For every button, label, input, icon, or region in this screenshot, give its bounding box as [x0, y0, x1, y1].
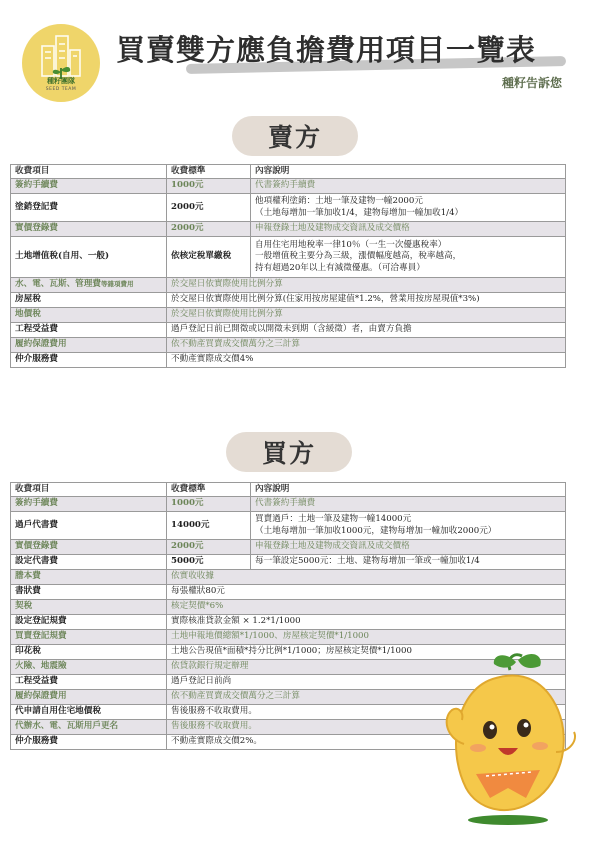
- fee-description: [167, 278, 566, 293]
- fee-item: [11, 497, 167, 512]
- fee-standard: 2000元: [167, 222, 251, 237]
- table-row: [11, 570, 566, 585]
- table-row: [11, 630, 566, 645]
- fee-description: [251, 540, 566, 555]
- fee-item-label: 仲介服務費: [15, 736, 58, 747]
- fee-item: [11, 278, 167, 293]
- fee-item-label: 設定代書費: [15, 556, 58, 567]
- seller-section-heading: 賣方: [232, 116, 358, 156]
- fee-item-label: 工程受益費: [15, 324, 58, 335]
- header-description: 內容說明: [251, 165, 566, 179]
- fee-item: [11, 338, 167, 353]
- fee-description-line: 每張權狀80元: [171, 586, 225, 597]
- fee-item: [11, 735, 167, 750]
- fee-item: [11, 600, 167, 615]
- fee-item-label: 印花稅: [15, 646, 41, 657]
- table-header-row: [11, 483, 566, 497]
- fee-description-line: 代書簽約手續費: [255, 180, 316, 191]
- fee-standard: 14000元: [167, 512, 251, 540]
- fee-item: [11, 540, 167, 555]
- page-subtitle: 種籽告訴您: [501, 76, 562, 90]
- fee-item: [11, 323, 167, 338]
- fee-standard: 5000元: [167, 555, 251, 570]
- buyer-section-heading: 買方: [226, 432, 352, 472]
- header-item: 收費項目: [11, 165, 167, 179]
- fee-description: [167, 353, 566, 368]
- fee-description: [167, 600, 566, 615]
- fee-item: [11, 585, 167, 600]
- table-row: [11, 585, 566, 600]
- fee-description-line: （土地每增加一筆加收1000元，建物每增加一幢加收2000元）: [255, 525, 497, 536]
- fee-item: [11, 645, 167, 660]
- fee-description: [167, 323, 566, 338]
- header-standard: 收費標準: [167, 483, 251, 497]
- fee-item-label: 代辦水、電、瓦斯用戶更名: [15, 721, 119, 732]
- fee-description-line: 不動產實際成交價2%。: [171, 736, 262, 747]
- fee-description-line: 申報登錄土地及建物成交資訊及成交價格: [255, 223, 410, 234]
- fee-description-line: 不動產實際成交價4%: [171, 354, 254, 365]
- seller-fee-table: [10, 164, 566, 368]
- fee-description-line: 一般增值稅主要分為三級，漲價幅度越高，稅率越高，: [255, 251, 462, 262]
- fee-item: [11, 222, 167, 237]
- fee-description-line: 依實收收據: [171, 571, 214, 582]
- fee-description-line: 過戶登記日前尚: [171, 676, 232, 687]
- fee-description-line: 依不動產買賣成交價萬分之三計算: [171, 691, 300, 702]
- fee-item: [11, 353, 167, 368]
- fee-item: [11, 237, 167, 278]
- fee-item: [11, 630, 167, 645]
- page-title: 買賣雙方應負擔費用項目一覽表: [116, 33, 537, 67]
- table-row: [11, 293, 566, 308]
- fee-item-label: 書狀費: [15, 586, 41, 597]
- header-description: 內容說明: [251, 483, 566, 497]
- seed-team-logo: [22, 24, 100, 102]
- fee-description-line: 他項權利塗銷：土地一筆及建物一幢2000元: [255, 196, 423, 207]
- fee-description-line: 依不動產買賣成交價萬分之三計算: [171, 339, 300, 350]
- fee-item-label: 火險、地震險: [15, 661, 67, 672]
- table-row: [11, 338, 566, 353]
- fee-item: [11, 660, 167, 675]
- table-row: [11, 497, 566, 512]
- fee-description-line: （土地每增加一筆加收1/4，建物每增加一幢加收1/4）: [255, 207, 464, 218]
- fee-item-label: 簽約手續費: [15, 498, 58, 509]
- fee-description-line: 售後服務不收取費用。: [171, 706, 257, 717]
- fee-item: [11, 293, 167, 308]
- fee-description-line: 核定契價*6%: [171, 601, 224, 612]
- table-row: [11, 540, 566, 555]
- fee-description-line: 土地申報地價總額*1/1000、房屋核定契價*1/1000: [171, 631, 369, 642]
- fee-item: [11, 570, 167, 585]
- table-row: [11, 237, 566, 278]
- fee-item: [11, 675, 167, 690]
- table-row: [11, 512, 566, 540]
- fee-description: [167, 570, 566, 585]
- table-row: [11, 194, 566, 222]
- fee-standard: 2000元: [167, 540, 251, 555]
- table-row: [11, 615, 566, 630]
- fee-item: [11, 705, 167, 720]
- fee-description: [167, 338, 566, 353]
- logo-name-cn: 種籽團隊: [47, 77, 75, 85]
- seed-mascot-icon: [436, 648, 586, 828]
- fee-description: [167, 293, 566, 308]
- fee-description: [167, 308, 566, 323]
- fee-item: [11, 720, 167, 735]
- fee-item-label: 謄本費: [15, 571, 41, 582]
- fee-description: [251, 237, 566, 278]
- logo-name-en: SEED TEAM: [45, 87, 77, 92]
- fee-item-label: 過戶代書費: [15, 519, 58, 530]
- fee-description-line: 申報登錄土地及建物成交資訊及成交價格: [255, 541, 410, 552]
- header-item: 收費項目: [11, 483, 167, 497]
- fee-item: [11, 512, 167, 540]
- table-row: [11, 222, 566, 237]
- fee-item: [11, 179, 167, 194]
- table-row: [11, 555, 566, 570]
- fee-description-line: 土地公告現值*面積*持分比例*1/1000；房屋核定契價*1/1000: [171, 646, 412, 657]
- fee-item: [11, 690, 167, 705]
- fee-description-line: 實際核准貸款金額 × 1.2*1/1000: [171, 616, 301, 627]
- fee-item-label: 房屋稅: [15, 294, 41, 305]
- fee-item-label: 履約保證費用: [15, 339, 67, 350]
- fee-description-line: 於交屋日依實際使用比例分算: [171, 309, 283, 320]
- table-row: [11, 600, 566, 615]
- fee-item-label: 契稅: [15, 601, 33, 612]
- fee-description-line: 買賣過戶：土地一筆及建物一幢14000元: [255, 514, 412, 525]
- fee-item: [11, 555, 167, 570]
- table-row: [11, 278, 566, 293]
- fee-standard: 1000元: [167, 497, 251, 512]
- fee-description: [251, 179, 566, 194]
- fee-item-label: 土地增值稅(自用、一般): [15, 251, 110, 262]
- fee-item-label: 地價稅: [15, 309, 41, 320]
- fee-item-label: 仲介服務費: [15, 354, 58, 365]
- table-row: [11, 179, 566, 194]
- fee-standard: 1000元: [167, 179, 251, 194]
- fee-description: [251, 512, 566, 540]
- fee-description: [251, 194, 566, 222]
- table-row: [11, 308, 566, 323]
- fee-item-label: 工程受益費: [15, 676, 58, 687]
- fee-description-line: 代書簽約手續費: [255, 498, 316, 509]
- fee-item-label: 履約保證費用: [15, 691, 67, 702]
- fee-item-note: 等雜項費用: [100, 280, 134, 289]
- fee-item-label: 塗銷登記費: [15, 201, 58, 212]
- fee-description-line: 於交屋日依實際使用比例分算: [171, 279, 283, 290]
- fee-description-line: 售後服務不收取費用。: [171, 721, 257, 732]
- fee-description: [251, 555, 566, 570]
- fee-description: [167, 630, 566, 645]
- fee-description-line: 自用住宅用地稅率一律10％（一生一次優惠稅率）: [255, 240, 447, 251]
- table-row: [11, 353, 566, 368]
- fee-description-line: 每一筆設定5000元：土地、建物每增加一筆或一幢加收1/4: [255, 556, 480, 567]
- fee-standard: 依核定稅單繳稅: [167, 237, 251, 278]
- table-row: [11, 323, 566, 338]
- table-header-row: [11, 165, 566, 179]
- fee-description: [251, 497, 566, 512]
- fee-standard: 2000元: [167, 194, 251, 222]
- fee-item-label: 實價登錄費: [15, 541, 58, 552]
- fee-item-label: 水、電、瓦斯、管理費: [15, 279, 101, 290]
- fee-item: [11, 194, 167, 222]
- fee-description-line: 依貸款銀行規定辦理: [171, 661, 249, 672]
- fee-item-label: 買賣登記規費: [15, 631, 67, 642]
- header-standard: 收費標準: [167, 165, 251, 179]
- fee-description-line: 過戶登記日前已開徵或以開徵未到期（含緩徵）者，由賣方負擔: [171, 324, 412, 335]
- fee-item: [11, 308, 167, 323]
- fee-description: [251, 222, 566, 237]
- fee-description: [167, 615, 566, 630]
- fee-item: [11, 615, 167, 630]
- fee-description: [167, 585, 566, 600]
- fee-description-line: 持有超過20年以上有減徵優惠。（可洽專員）: [255, 262, 425, 273]
- fee-item-label: 設定登記規費: [15, 616, 67, 627]
- fee-item-label: 實價登錄費: [15, 223, 58, 234]
- fee-item-label: 簽約手續費: [15, 180, 58, 191]
- fee-description-line: 於交屋日依實際使用比例分算(住家用按房屋建值*1.2%，營業用按房屋現值*3%): [171, 294, 480, 305]
- fee-item-label: 代申請自用住宅地價稅: [15, 706, 101, 717]
